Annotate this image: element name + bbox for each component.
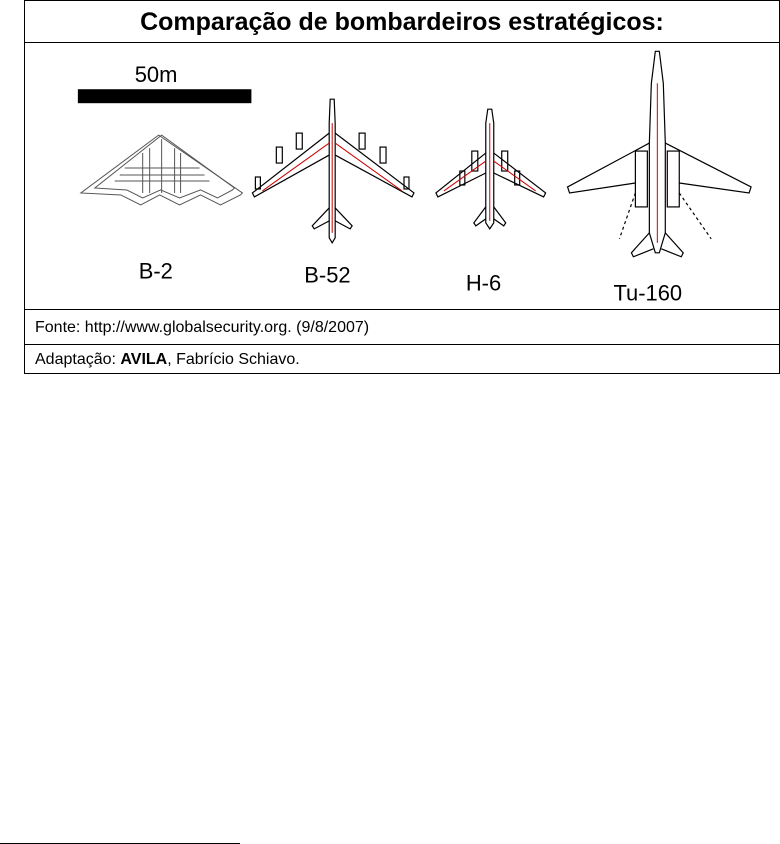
h6-silhouette (436, 109, 546, 229)
credit-note (25, 345, 780, 375)
figure-title: Comparação de bombardeiros estratégicos: (25, 1, 779, 43)
b52-accent-lines (262, 123, 402, 233)
scale-bar (78, 62, 252, 103)
aircraft-label-b2: B-2 (138, 258, 173, 284)
h6-accent-lines (444, 123, 536, 221)
tu160-silhouette (568, 51, 752, 256)
aircraft-label-h6: H-6 (465, 270, 502, 296)
scale-label: 50m (134, 62, 178, 88)
aircraft-silhouettes (25, 43, 779, 309)
aircraft-comparison-figure (24, 0, 780, 374)
b2-silhouette (81, 135, 243, 205)
scale-bar-rect (78, 89, 252, 103)
b52-silhouette (252, 99, 414, 243)
credit-prefix: Adaptação: (35, 351, 121, 368)
source-note: Fonte: http://www.globalsecurity.org. (9/8/2007) (25, 309, 779, 345)
aircraft-label-tu160: Tu-160 (613, 280, 683, 306)
credit-suffix: , Fabrício Schiavo. (167, 351, 300, 368)
aircraft-label-b52: B-52 (304, 262, 351, 288)
credit-author: AVILA (120, 351, 168, 368)
